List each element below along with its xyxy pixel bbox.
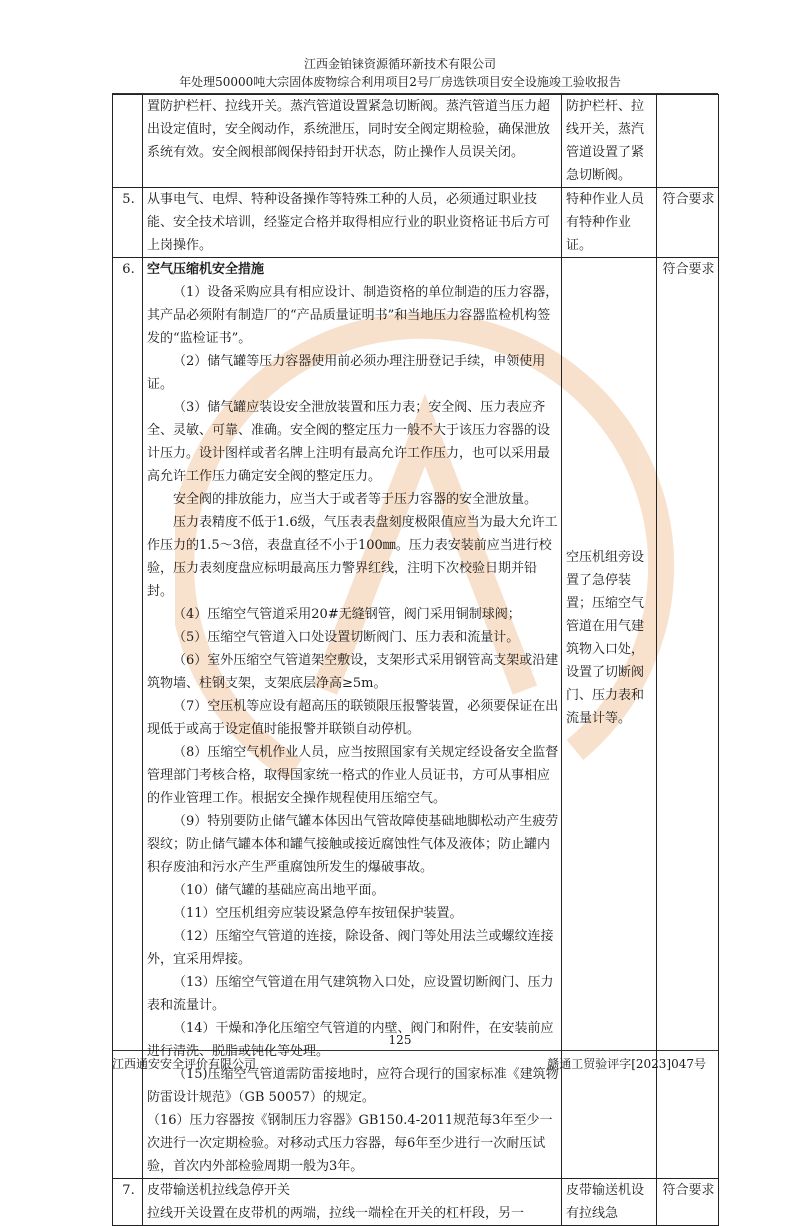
implemented-measure: 皮带输送机设有拉线急 — [562, 1179, 657, 1226]
row-number: 5. — [113, 188, 143, 258]
requirement-paragraph: （6）室外压缩空气管道架空敷设，支架形式采用钢管高支架或沿建筑物墙、柱钢支架，支架底层净高≥5m。 — [147, 653, 559, 691]
row-number — [113, 95, 143, 188]
requirement-paragraph: （10）储气罐的基础应高出地平面。 — [173, 883, 385, 898]
footer-company: 江西通安安全评价有限公司 — [112, 1057, 257, 1071]
requirement-paragraph: （15)压缩空气管道需防雷接地时，应符合现行的国家标准《建筑物防雷设计规范》（GB 50057）的规定。 — [147, 1067, 559, 1105]
safety-measures-table — [112, 94, 719, 1226]
requirement-paragraph: （4）压缩空气管道采用20#无缝钢管，阀门采用铜制球阀； — [173, 607, 521, 622]
requirement-content — [143, 258, 562, 1179]
requirement-paragraph: 皮带输送机拉线急停开关 — [147, 1183, 291, 1198]
requirement-paragraph: （13）压缩空气管道在用气建筑物入口处，应设置切断阀门、压力表和流量计。 — [147, 975, 554, 1013]
row-number: 6. — [113, 258, 143, 1179]
table-row — [113, 188, 719, 258]
requirement-paragraph: （9）特别要防止储气罐本体因出气管故障使基础地脚松动产生疲劳裂纹；防止储气罐本体和罐气接触或接近腐蚀性气体及液体；防止罐内积存废油和污水产生严重腐蚀所发生的爆破事故。 — [147, 814, 559, 875]
footer-doc-number: 赣通工贸验评字[2023]047号 — [547, 1057, 706, 1071]
table-row — [113, 95, 719, 188]
requirement-paragraph: （14）干燥和净化压缩空气管道的内壁、阀门和附件，在安装前应进行清洗、脱脂或钝化等处理。 — [147, 1021, 554, 1059]
implemented-measure: 防护栏杆、拉线开关，蒸汽管道设置了紧急切断阀。 — [562, 95, 657, 188]
compliance-result — [657, 95, 719, 188]
requirement-paragraph: 安全阀的排放能力，应当大于或者等于压力容器的安全泄放量。 — [173, 492, 538, 507]
compliance-result: 符合要求 — [657, 258, 719, 1179]
requirement-paragraph: （8）压缩空气机作业人员，应当按照国家有关规定经设备安全监督管理部门考核合格，取得国家统一格式的作业人员证书，方可从事相应的作业管理工作。根据安全操作规程使用压缩空气。 — [147, 745, 559, 806]
requirement-paragraph: 从事电气、电焊、特种设备操作等特殊工种的人员，必须通过职业技能、安全技术培训，经鉴定合格并取得相应行业的职业资格证书后方可上岗操作。 — [147, 192, 551, 253]
row-number: 7. — [113, 1179, 143, 1226]
company-name: 江西金铂铼资源循环新技术有限公司 — [303, 57, 496, 71]
implemented-measure: 空压机组旁设置了急停装置；压缩空气管道在用气建筑物入口处，设置了切断阀门、压力表和流量计等。 — [562, 258, 657, 1179]
requirement-paragraph: （2）储气罐等压力容器使用前必须办理注册登记手续，申领使用证。 — [147, 354, 546, 392]
requirement-paragraph: （5）压缩空气管道入口处设置切断阀门、压力表和流量计。 — [173, 630, 520, 645]
requirement-content — [143, 1179, 562, 1226]
section-title: 空气压缩机安全措施 — [147, 262, 265, 277]
table-row — [113, 1179, 719, 1226]
requirement-paragraph: （11）空压机组旁应装设紧急停车按钮保护装置。 — [173, 906, 463, 921]
compliance-result: 符合要求 — [657, 188, 719, 258]
page-number: 125 — [388, 1033, 412, 1047]
requirement-paragraph: 置防护栏杆、拉线开关。蒸汽管道设置紧急切断阀。蒸汽管道当压力超出设定值时，安全阀动作，系统泄压，同时安全阀定期检验，确保泄放系统有效。安全阀根部阀保持铅封开状态，防止操作人员误关闭。 — [147, 99, 551, 160]
requirement-paragraph: 压力表精度不低于1.6级，气压表表盘刻度极限值应当为最大允许工作压力的1.5～3倍，表盘直径不小于100㎜。压力表安装前应当进行校验，压力表刻度盘应标明最高压力警界红线，注明下次校验日期并铅封。 — [147, 515, 558, 599]
page-header — [0, 55, 800, 91]
requirement-paragraph: 拉线开关设置在皮带机的两端，拉线一端栓在开关的杠杆段，另一 — [147, 1206, 525, 1221]
report-title: 年处理50000吨大宗固体废物综合利用项目2号厂房选铁项目安全设施竣工验收报告 — [179, 75, 621, 89]
requirement-content — [143, 188, 562, 258]
implemented-measure: 特种作业人员有特种作业证。 — [562, 188, 657, 258]
requirement-paragraph: （7）空压机等应设有超高压的联锁限压报警装置，必须要保证在出现低于或高于设定值时能报警并联锁自动停机。 — [147, 699, 559, 737]
requirement-paragraph: （16）压力容器按《钢制压力容器》GB150.4-2011规范每3年至少一次进行一次定期检验。对移动式压力容器，每6年至少进行一次耐压试验，首次内外部检验周期一般为3年。 — [147, 1113, 553, 1174]
requirement-paragraph: （1）设备采购应具有相应设计、制造资格的单位制造的压力容器，其产品必须附有制造厂的“产品质量证明书”和当地压力容器监检机构签发的“监检证书”。 — [147, 285, 559, 346]
table-row — [113, 258, 719, 1179]
compliance-result: 符合要求 — [657, 1179, 719, 1226]
requirement-paragraph: （3）储气罐应装设安全泄放装置和压力表；安全阀、压力表应齐全、灵敏、可靠、准确。安全阀的整定压力一般不大于该压力容器的设计压力。设计图样或者名牌上注明有最高允许工作压力，也可以采用最高允许工作压力确定安全阀的整定压力。 — [147, 400, 551, 484]
requirement-content — [143, 95, 562, 188]
requirement-paragraph: （12）压缩空气管道的连接，除设备、阀门等处用法兰或螺纹连接外，宜采用焊接。 — [147, 929, 554, 967]
